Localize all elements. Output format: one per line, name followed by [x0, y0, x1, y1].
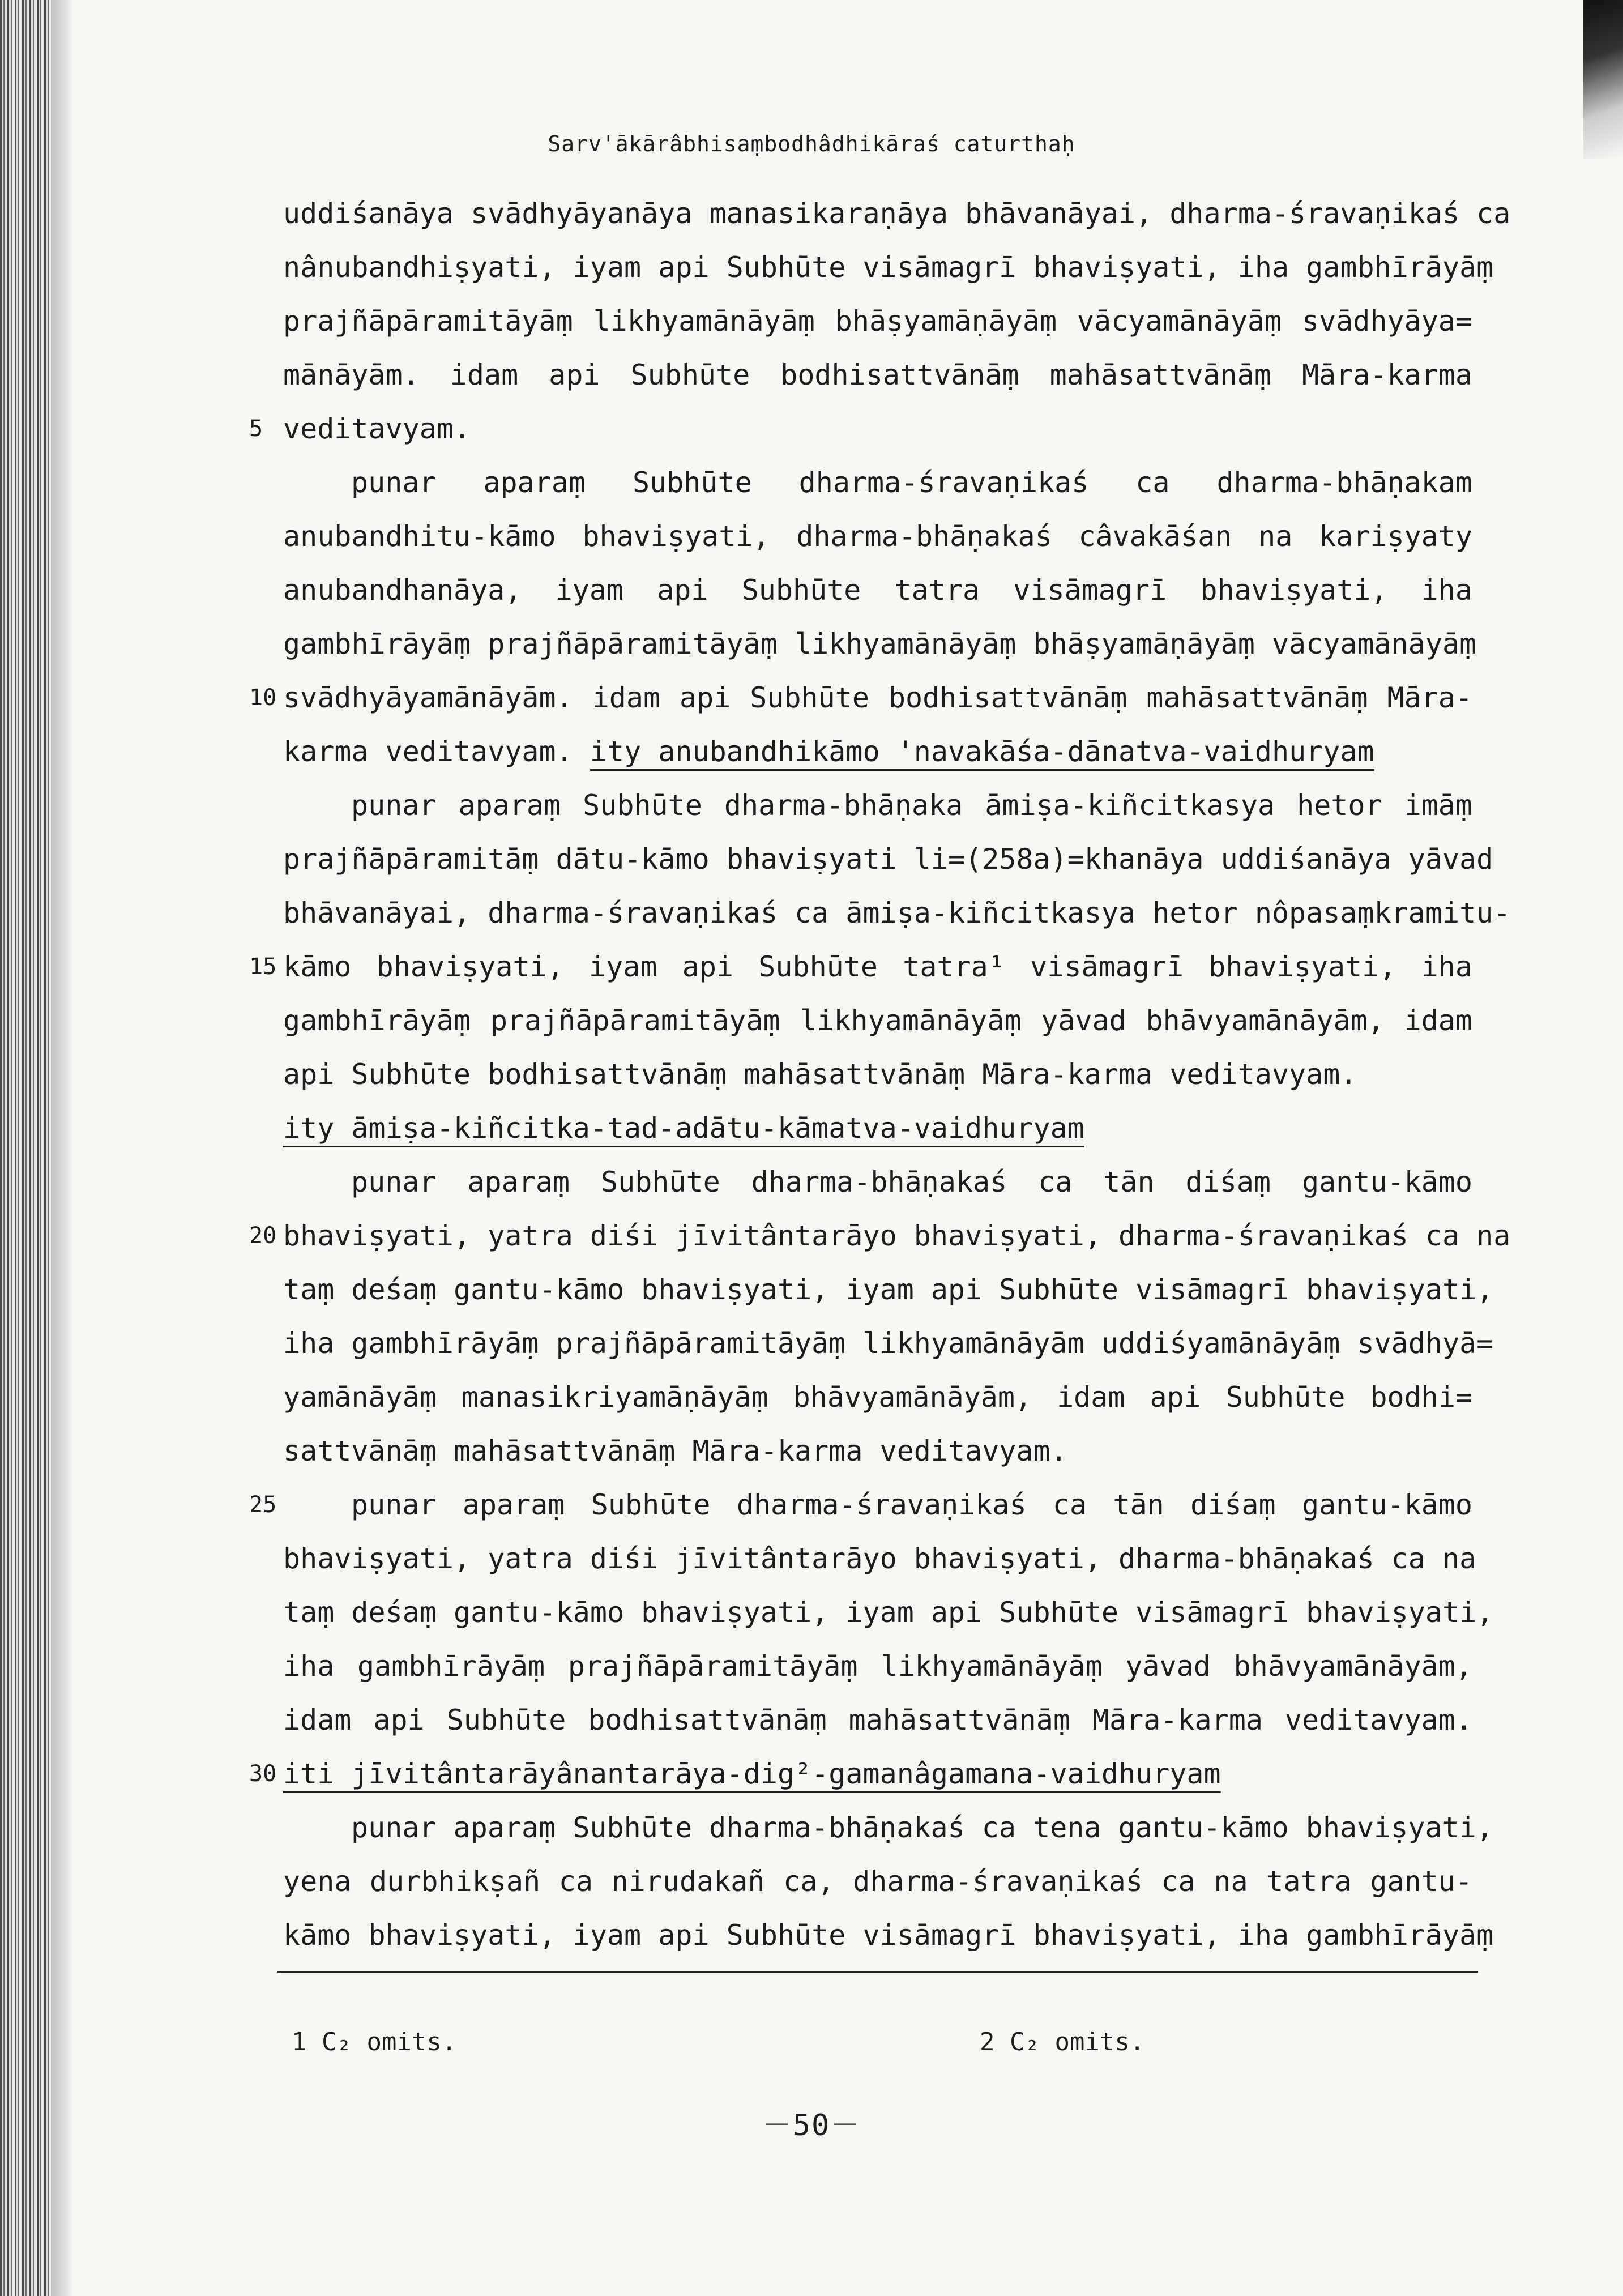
text-line: [283, 1801, 1493, 1855]
line-body: punar aparaṃ Subhūte dharma-bhāṇakaś ca tena gantu-kāmo bhaviṣyati,: [351, 1811, 1493, 1844]
text-line: [283, 1586, 1494, 1640]
text-line: [283, 1102, 1472, 1155]
text-line: [283, 1532, 1477, 1586]
binding-edge: [0, 0, 51, 2296]
line-body: kāmo bhaviṣyati, iyam api Subhūte visāmagrī bhaviṣyati, iha gambhīrāyāṃ: [283, 1919, 1494, 1952]
line-text: [283, 1209, 1511, 1263]
footnote-1: 1 C₂ omits.: [292, 2028, 457, 2056]
line-text: [283, 886, 1511, 940]
line-body: iha gambhīrāyāṃ prajñāpāramitāyāṃ likhyamānāyām uddiśyamānāyāṃ svādhyā=: [283, 1327, 1494, 1360]
line-text: [283, 402, 1472, 456]
line-text: [283, 295, 1472, 348]
text-line: [283, 1263, 1494, 1317]
line-text: [283, 1693, 1472, 1747]
line-text: [283, 725, 1472, 779]
line-body: taṃ deśaṃ gantu-kāmo bhaviṣyati, iyam api Subhūte visāmagrī bhaviṣyati,: [283, 1273, 1494, 1306]
text-line: [249, 1478, 1472, 1532]
text-line: [249, 671, 1472, 725]
line-number: 20: [249, 1223, 277, 1249]
line-number: 10: [249, 685, 277, 711]
line-number: 5: [249, 416, 263, 442]
line-body: veditavyam.: [283, 412, 471, 445]
text-line: [283, 1424, 1472, 1478]
text-line: [249, 402, 1472, 456]
line-body: anubandhitu-kāmo bhaviṣyati, dharma-bhāṇakaś câvakāśan na kariṣyaty: [283, 520, 1472, 553]
text-line: [283, 241, 1494, 295]
line-text: [283, 833, 1494, 886]
text-line: [249, 940, 1472, 994]
line-body: api Subhūte bodhisattvānāṃ mahāsattvānāṃ Māra-karma veditavyam.: [283, 1058, 1357, 1091]
line-text: [283, 779, 1472, 833]
line-text: [283, 671, 1472, 725]
line-body: prajñāpāramitāyāṃ likhyamānāyāṃ bhāṣyamāṇāyāṃ vācyamānāyāṃ svādhyāya=: [283, 305, 1472, 338]
line-body: gambhīrāyāṃ prajñāpāramitāyāṃ likhyamānāyāṃ bhāṣyamāṇāyāṃ vācyamānāyāṃ: [283, 628, 1477, 660]
running-header: Sarv'ākārâbhisaṃbodhâdhikāraś caturthaḥ: [548, 131, 1075, 156]
line-body: punar aparaṃ Subhūte dharma-śravaṇikaś ca dharma-bhāṇakam: [351, 466, 1472, 499]
line-body: anubandhanāya, iyam api Subhūte tatra visāmagrī bhaviṣyati, iha: [283, 574, 1472, 607]
text-line: [283, 187, 1511, 241]
line-text: [283, 1640, 1472, 1693]
page-number: －50－: [762, 2109, 861, 2143]
line-text: [283, 940, 1472, 994]
line-body: punar aparaṃ Subhūte dharma-bhāṇakaś ca tān diśaṃ gantu-kāmo: [351, 1166, 1472, 1198]
line-text: [283, 1532, 1477, 1586]
line-body: uddiśanāya svādhyāyanāya manasikaraṇāya bhāvanāyai, dharma-śravaṇikaś ca: [283, 197, 1511, 230]
line-body: prajñāpāramitāṃ dātu-kāmo bhaviṣyati li=(258a)=khanāya uddiśanāya yāvad: [283, 843, 1494, 876]
line-text: [283, 187, 1511, 241]
text-line: [283, 456, 1472, 510]
footnote-rule: [277, 1971, 1478, 1973]
text-line: [283, 1855, 1472, 1909]
line-body: svādhyāyamānāyām. idam api Subhūte bodhisattvānāṃ mahāsattvānāṃ Māra-: [283, 681, 1472, 714]
text-line: [283, 994, 1472, 1048]
text-line: [283, 1155, 1472, 1209]
text-line: [283, 348, 1472, 402]
text-line: [283, 1693, 1472, 1747]
line-body: idam api Subhūte bodhisattvānāṃ mahāsattvānāṃ Māra-karma veditavyam.: [283, 1704, 1472, 1736]
line-text: [283, 1478, 1472, 1532]
line-body: kāmo bhaviṣyati, iyam api Subhūte tatra¹ visāmagrī bhaviṣyati, iha: [283, 950, 1472, 983]
line-text: [283, 1747, 1472, 1801]
line-body: yena durbhikṣañ ca nirudakañ ca, dharma-śravaṇikaś ca na tatra gantu-: [283, 1865, 1472, 1898]
text-line: [249, 1209, 1511, 1263]
line-body: gambhīrāyāṃ prajñāpāramitāyāṃ likhyamānāyāṃ yāvad bhāvyamānāyām, idam: [283, 1004, 1472, 1037]
text-line: [283, 886, 1511, 940]
text-line: [283, 1317, 1494, 1371]
line-body: sattvānāṃ mahāsattvānāṃ Māra-karma veditavyam.: [283, 1435, 1067, 1467]
line-body: bhāvanāyai, dharma-śravaṇikaś ca āmiṣa-kiñcitkasya hetor nôpasaṃkramitu-: [283, 897, 1511, 929]
text-line: [283, 779, 1472, 833]
line-text: [283, 1263, 1494, 1317]
section-colophon: iti jīvitântarāyânantarāya-dig²-gamanâgamana-vaidhuryam: [283, 1757, 1221, 1790]
binding-shadow: [51, 0, 74, 2296]
line-text: [283, 241, 1494, 295]
line-text: [283, 1317, 1494, 1371]
line-number: 25: [249, 1492, 277, 1518]
text-line: [283, 564, 1472, 617]
text-line: [283, 833, 1494, 886]
text-line: [283, 617, 1477, 671]
line-body: taṃ deśaṃ gantu-kāmo bhaviṣyati, iyam api Subhūte visāmagrī bhaviṣyati,: [283, 1596, 1494, 1629]
line-text: [283, 1155, 1472, 1209]
line-body: yamānāyāṃ manasikriyamāṇāyāṃ bhāvyamānāyām, idam api Subhūte bodhi=: [283, 1381, 1472, 1414]
line-text: [283, 1102, 1472, 1155]
line-text: [283, 456, 1472, 510]
main-text: [249, 187, 1511, 1962]
line-text: [283, 617, 1477, 671]
line-text: [283, 348, 1472, 402]
line-text: [283, 1855, 1472, 1909]
line-number: 15: [249, 954, 277, 980]
line-body: nânubandhiṣyati, iyam api Subhūte visāmagrī bhaviṣyati, iha gambhīrāyāṃ: [283, 251, 1494, 284]
line-body: bhaviṣyati, yatra diśi jīvitântarāyo bhaviṣyati, dharma-śravaṇikaś ca na: [283, 1219, 1511, 1252]
line-text: [283, 510, 1472, 564]
section-colophon: ity āmiṣa-kiñcitka-tad-adātu-kāmatva-vaidhuryam: [283, 1112, 1084, 1145]
text-line: [283, 1048, 1472, 1102]
line-text: [283, 1371, 1472, 1424]
text-line: [283, 510, 1472, 564]
line-text: [283, 1801, 1493, 1855]
line-text: [283, 1424, 1472, 1478]
line-body: punar aparaṃ Subhūte dharma-bhāṇaka āmiṣa-kiñcitkasya hetor imāṃ: [351, 789, 1472, 822]
text-line: [283, 295, 1472, 348]
line-text: [283, 564, 1472, 617]
text-line: [283, 1909, 1494, 1962]
text-line: [249, 1747, 1472, 1801]
text-line: [283, 725, 1472, 779]
text-line: [283, 1640, 1472, 1693]
line-text: [283, 1048, 1472, 1102]
line-number: 30: [249, 1761, 277, 1787]
footnote-2: 2 C₂ omits.: [980, 2028, 1145, 2056]
line-body: bhaviṣyati, yatra diśi jīvitântarāyo bhaviṣyati, dharma-bhāṇakaś ca na: [283, 1542, 1477, 1575]
line-body: punar aparaṃ Subhūte dharma-śravaṇikaś ca tān diśaṃ gantu-kāmo: [351, 1488, 1472, 1521]
line-text: [283, 1909, 1494, 1962]
line-text: [283, 1586, 1494, 1640]
line-body: karma veditavyam.: [283, 735, 573, 768]
line-body: iha gambhīrāyāṃ prajñāpāramitāyāṃ likhyamānāyāṃ yāvad bhāvyamānāyām,: [283, 1650, 1472, 1683]
text-line: [283, 1371, 1472, 1424]
line-body: mānāyām. idam api Subhūte bodhisattvānāṃ mahāsattvānāṃ Māra-karma: [283, 359, 1472, 391]
section-colophon: ity anubandhikāmo 'navakāśa-dānatva-vaidhuryam: [590, 735, 1374, 768]
line-text: [283, 994, 1472, 1048]
